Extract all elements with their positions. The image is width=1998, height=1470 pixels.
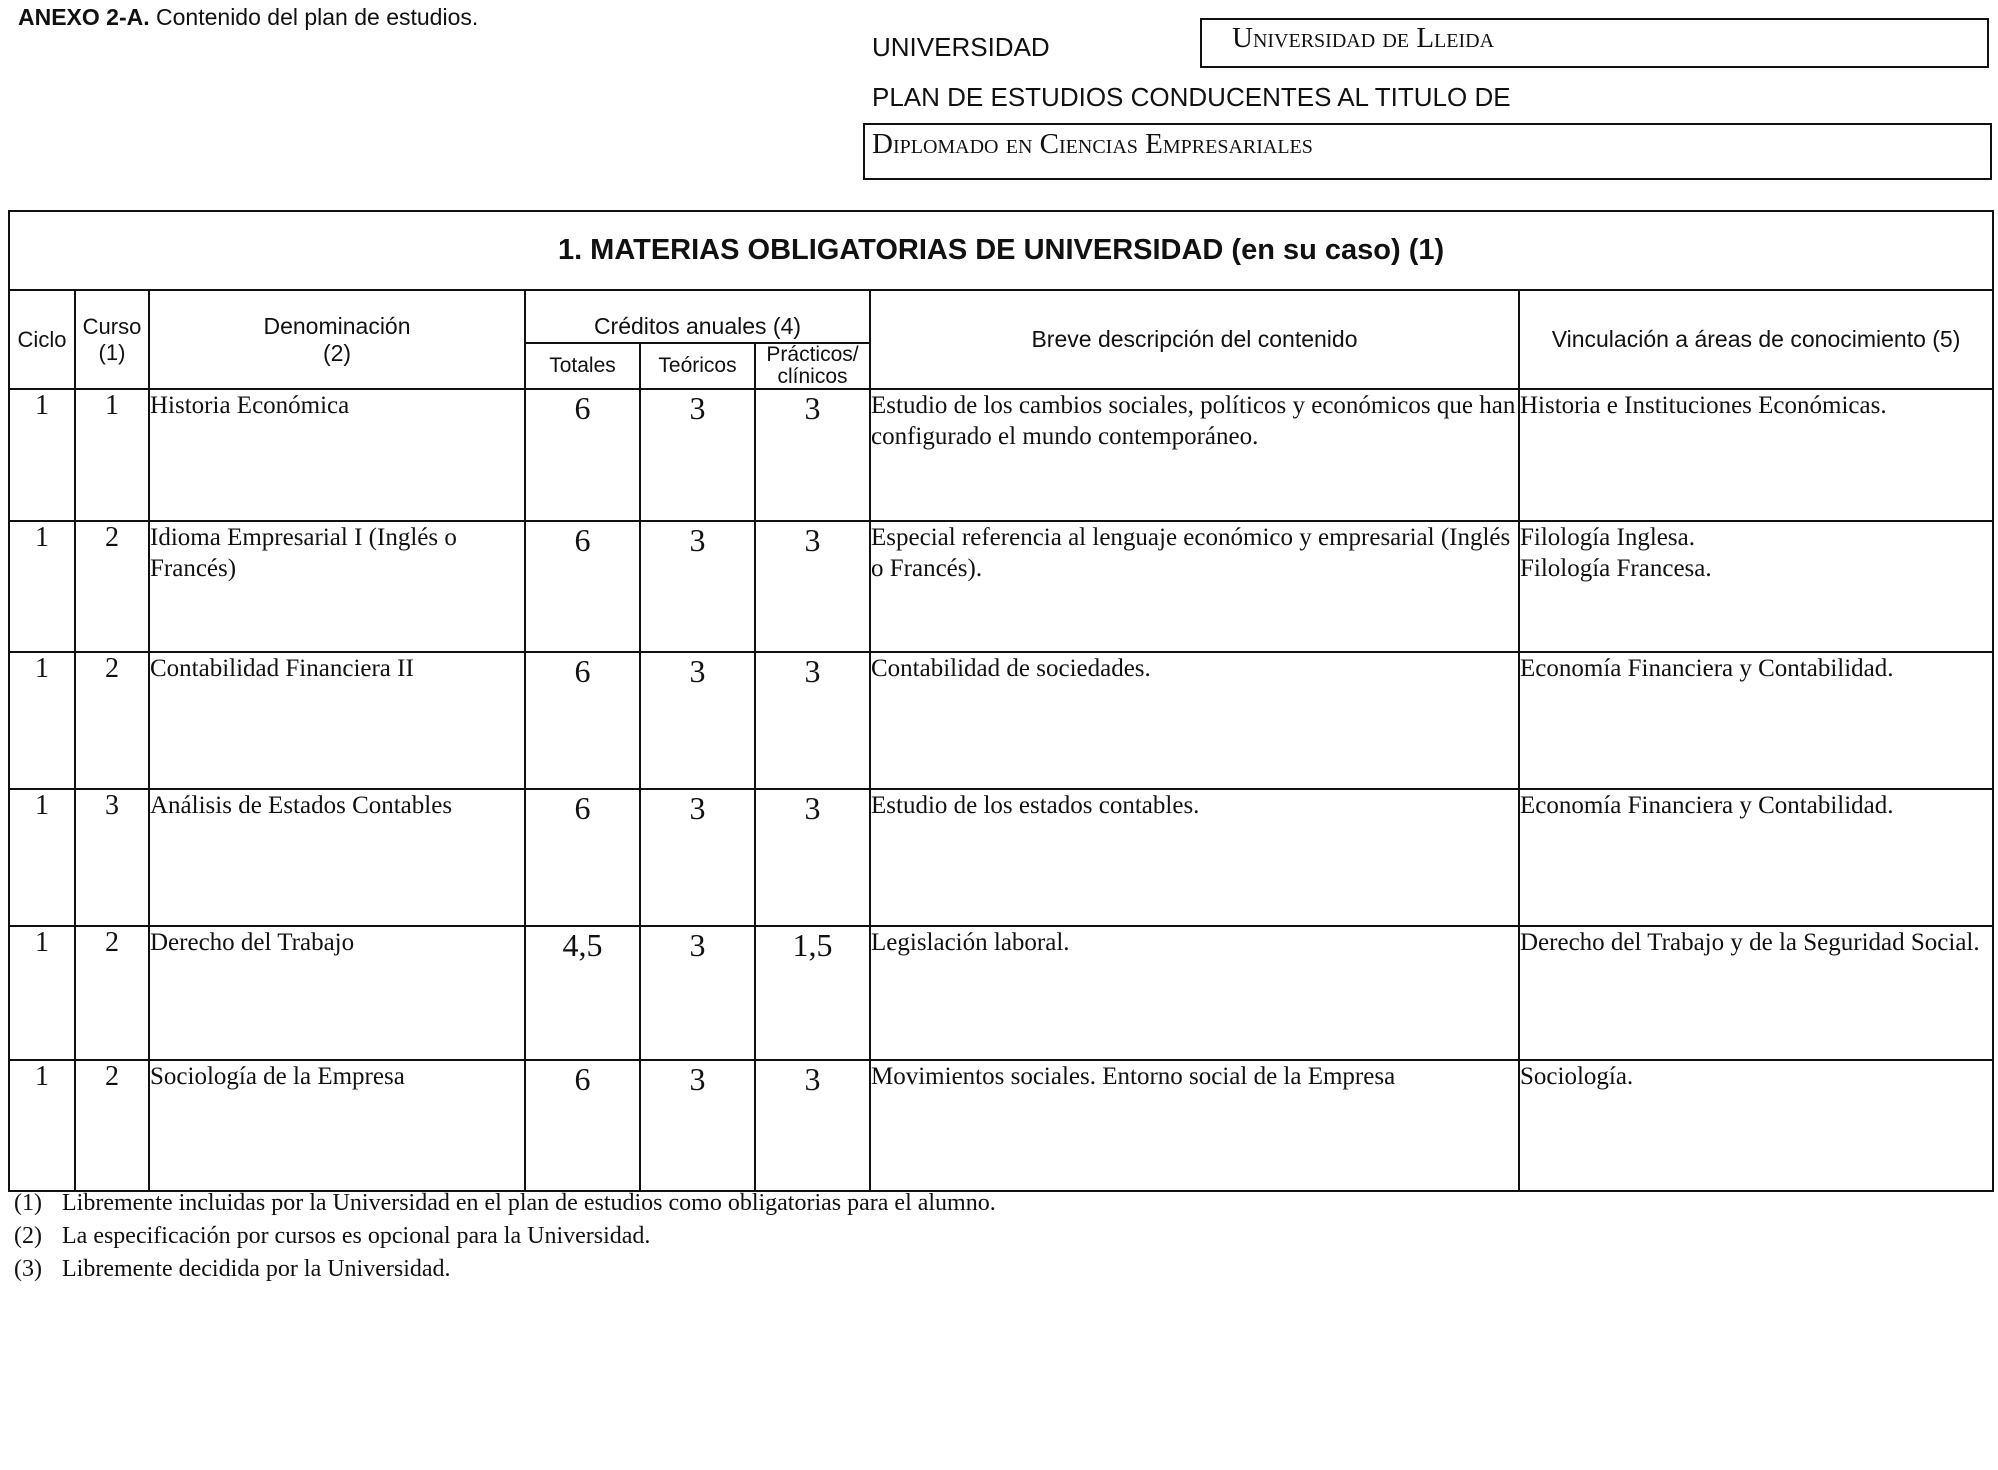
header-practicos-line2: clínicos [777, 364, 848, 388]
table-row [9, 389, 1993, 521]
university-label: UNIVERSIDAD [872, 32, 1050, 62]
cell-teoricos: 3 [640, 1060, 755, 1191]
header-denominacion [149, 290, 525, 389]
subjects-table [8, 210, 1994, 1192]
header-totales: Totales [525, 343, 640, 390]
footnote-text: La especificación por cursos es opcional para la Universidad. [62, 1223, 651, 1249]
table-row [9, 652, 1993, 789]
table-row [9, 1060, 1993, 1191]
footnote [14, 1220, 996, 1253]
cell-ciclo: 1 [9, 789, 75, 926]
cell-denominacion: Idioma Empresarial I (Inglés o Francés) [149, 521, 525, 653]
cell-descripcion: Estudio de los cambios sociales, políticos y económicos que han configurado el mundo contemporáneo. [870, 389, 1519, 521]
cell-denominacion: Derecho del Trabajo [149, 926, 525, 1061]
cell-curso: 3 [75, 789, 149, 926]
vinculacion-line: Filología Inglesa. [1520, 523, 1695, 551]
plan-label: PLAN DE ESTUDIOS CONDUCENTES AL TITULO DE [872, 82, 1511, 112]
header-practicos-line1: Prácticos/ [766, 342, 859, 366]
cell-denominacion: Análisis de Estados Contables [149, 789, 525, 926]
header-curso [75, 290, 149, 389]
cell-vinculacion: Economía Financiera y Contabilidad. [1519, 789, 1993, 926]
cell-ciclo: 1 [9, 652, 75, 789]
cell-teoricos: 3 [640, 652, 755, 789]
cell-ciclo: 1 [9, 521, 75, 653]
footnote-mark: (1) [14, 1190, 42, 1216]
header-vinculacion: Vinculación a áreas de conocimiento (5) [1519, 290, 1993, 389]
cell-descripcion: Contabilidad de sociedades. [870, 652, 1519, 789]
annex-label: ANEXO 2-A. [18, 4, 150, 30]
cell-descripcion: Estudio de los estados contables. [870, 789, 1519, 926]
cell-teoricos: 3 [640, 521, 755, 653]
footnote [14, 1253, 996, 1286]
footnote-mark: (3) [14, 1256, 42, 1282]
cell-vinculacion: Economía Financiera y Contabilidad. [1519, 652, 1993, 789]
cell-totales: 6 [525, 1060, 640, 1191]
footnote-text: Libremente incluidas por la Universidad en el plan de estudios como obligatorias para el alumno. [62, 1190, 996, 1216]
header-ciclo: Ciclo [9, 290, 75, 389]
cell-ciclo: 1 [9, 389, 75, 521]
cell-denominacion: Sociología de la Empresa [149, 1060, 525, 1191]
header-curso-label: Curso [82, 313, 142, 339]
header-curso-note: (1) [98, 339, 126, 365]
cell-curso: 2 [75, 926, 149, 1061]
table-title: 1. MATERIAS OBLIGATORIAS DE UNIVERSIDAD (en su caso) (1) [9, 211, 1993, 290]
cell-denominacion: Historia Económica [149, 389, 525, 521]
cell-practicos: 3 [755, 1060, 870, 1191]
annex-heading [18, 4, 478, 31]
cell-totales: 6 [525, 389, 640, 521]
cell-teoricos: 3 [640, 926, 755, 1061]
cell-curso: 2 [75, 521, 149, 653]
cell-vinculacion: Derecho del Trabajo y de la Seguridad Social. [1519, 926, 1993, 1061]
annex-description: Contenido del plan de estudios. [149, 4, 479, 30]
footnotes [14, 1187, 996, 1286]
cell-curso: 2 [75, 1060, 149, 1191]
cell-practicos: 3 [755, 652, 870, 789]
footnote [14, 1187, 996, 1220]
header-teoricos: Teóricos [640, 343, 755, 390]
header-descripcion: Breve descripción del contenido [870, 290, 1519, 389]
vinculacion-line: Filología Francesa. [1520, 554, 1712, 582]
header-practicos [755, 343, 870, 390]
cell-descripcion: Movimientos sociales. Entorno social de la Empresa [870, 1060, 1519, 1191]
cell-curso: 2 [75, 652, 149, 789]
university-name: Universidad de Lleida [1232, 22, 1495, 54]
cell-totales: 6 [525, 521, 640, 653]
cell-vinculacion [1519, 521, 1993, 653]
cell-vinculacion: Sociología. [1519, 1060, 1993, 1191]
footnote-text: Libremente decidida por la Universidad. [62, 1256, 451, 1282]
cell-teoricos: 3 [640, 789, 755, 926]
cell-practicos: 3 [755, 789, 870, 926]
cell-descripcion: Especial referencia al lenguaje económico y empresarial (Inglés o Francés). [870, 521, 1519, 653]
table-row [9, 521, 1993, 653]
header-denominacion-note: (2) [322, 339, 352, 366]
cell-teoricos: 3 [640, 389, 755, 521]
cell-practicos: 3 [755, 389, 870, 521]
cell-totales: 6 [525, 652, 640, 789]
cell-practicos: 1,5 [755, 926, 870, 1061]
cell-ciclo: 1 [9, 1060, 75, 1191]
degree-name: Diplomado en Ciencias Empresariales [872, 128, 1313, 160]
header-creditos: Créditos anuales (4) [525, 290, 870, 343]
cell-curso: 1 [75, 389, 149, 521]
cell-denominacion: Contabilidad Financiera II [149, 652, 525, 789]
cell-totales: 6 [525, 789, 640, 926]
table-row [9, 926, 1993, 1061]
header-denominacion-label: Denominación [263, 312, 411, 339]
cell-descripcion: Legislación laboral. [870, 926, 1519, 1061]
cell-practicos: 3 [755, 521, 870, 653]
table-row [9, 789, 1993, 926]
cell-ciclo: 1 [9, 926, 75, 1061]
cell-totales: 4,5 [525, 926, 640, 1061]
cell-vinculacion: Historia e Instituciones Económicas. [1519, 389, 1993, 521]
footnote-mark: (2) [14, 1223, 42, 1249]
